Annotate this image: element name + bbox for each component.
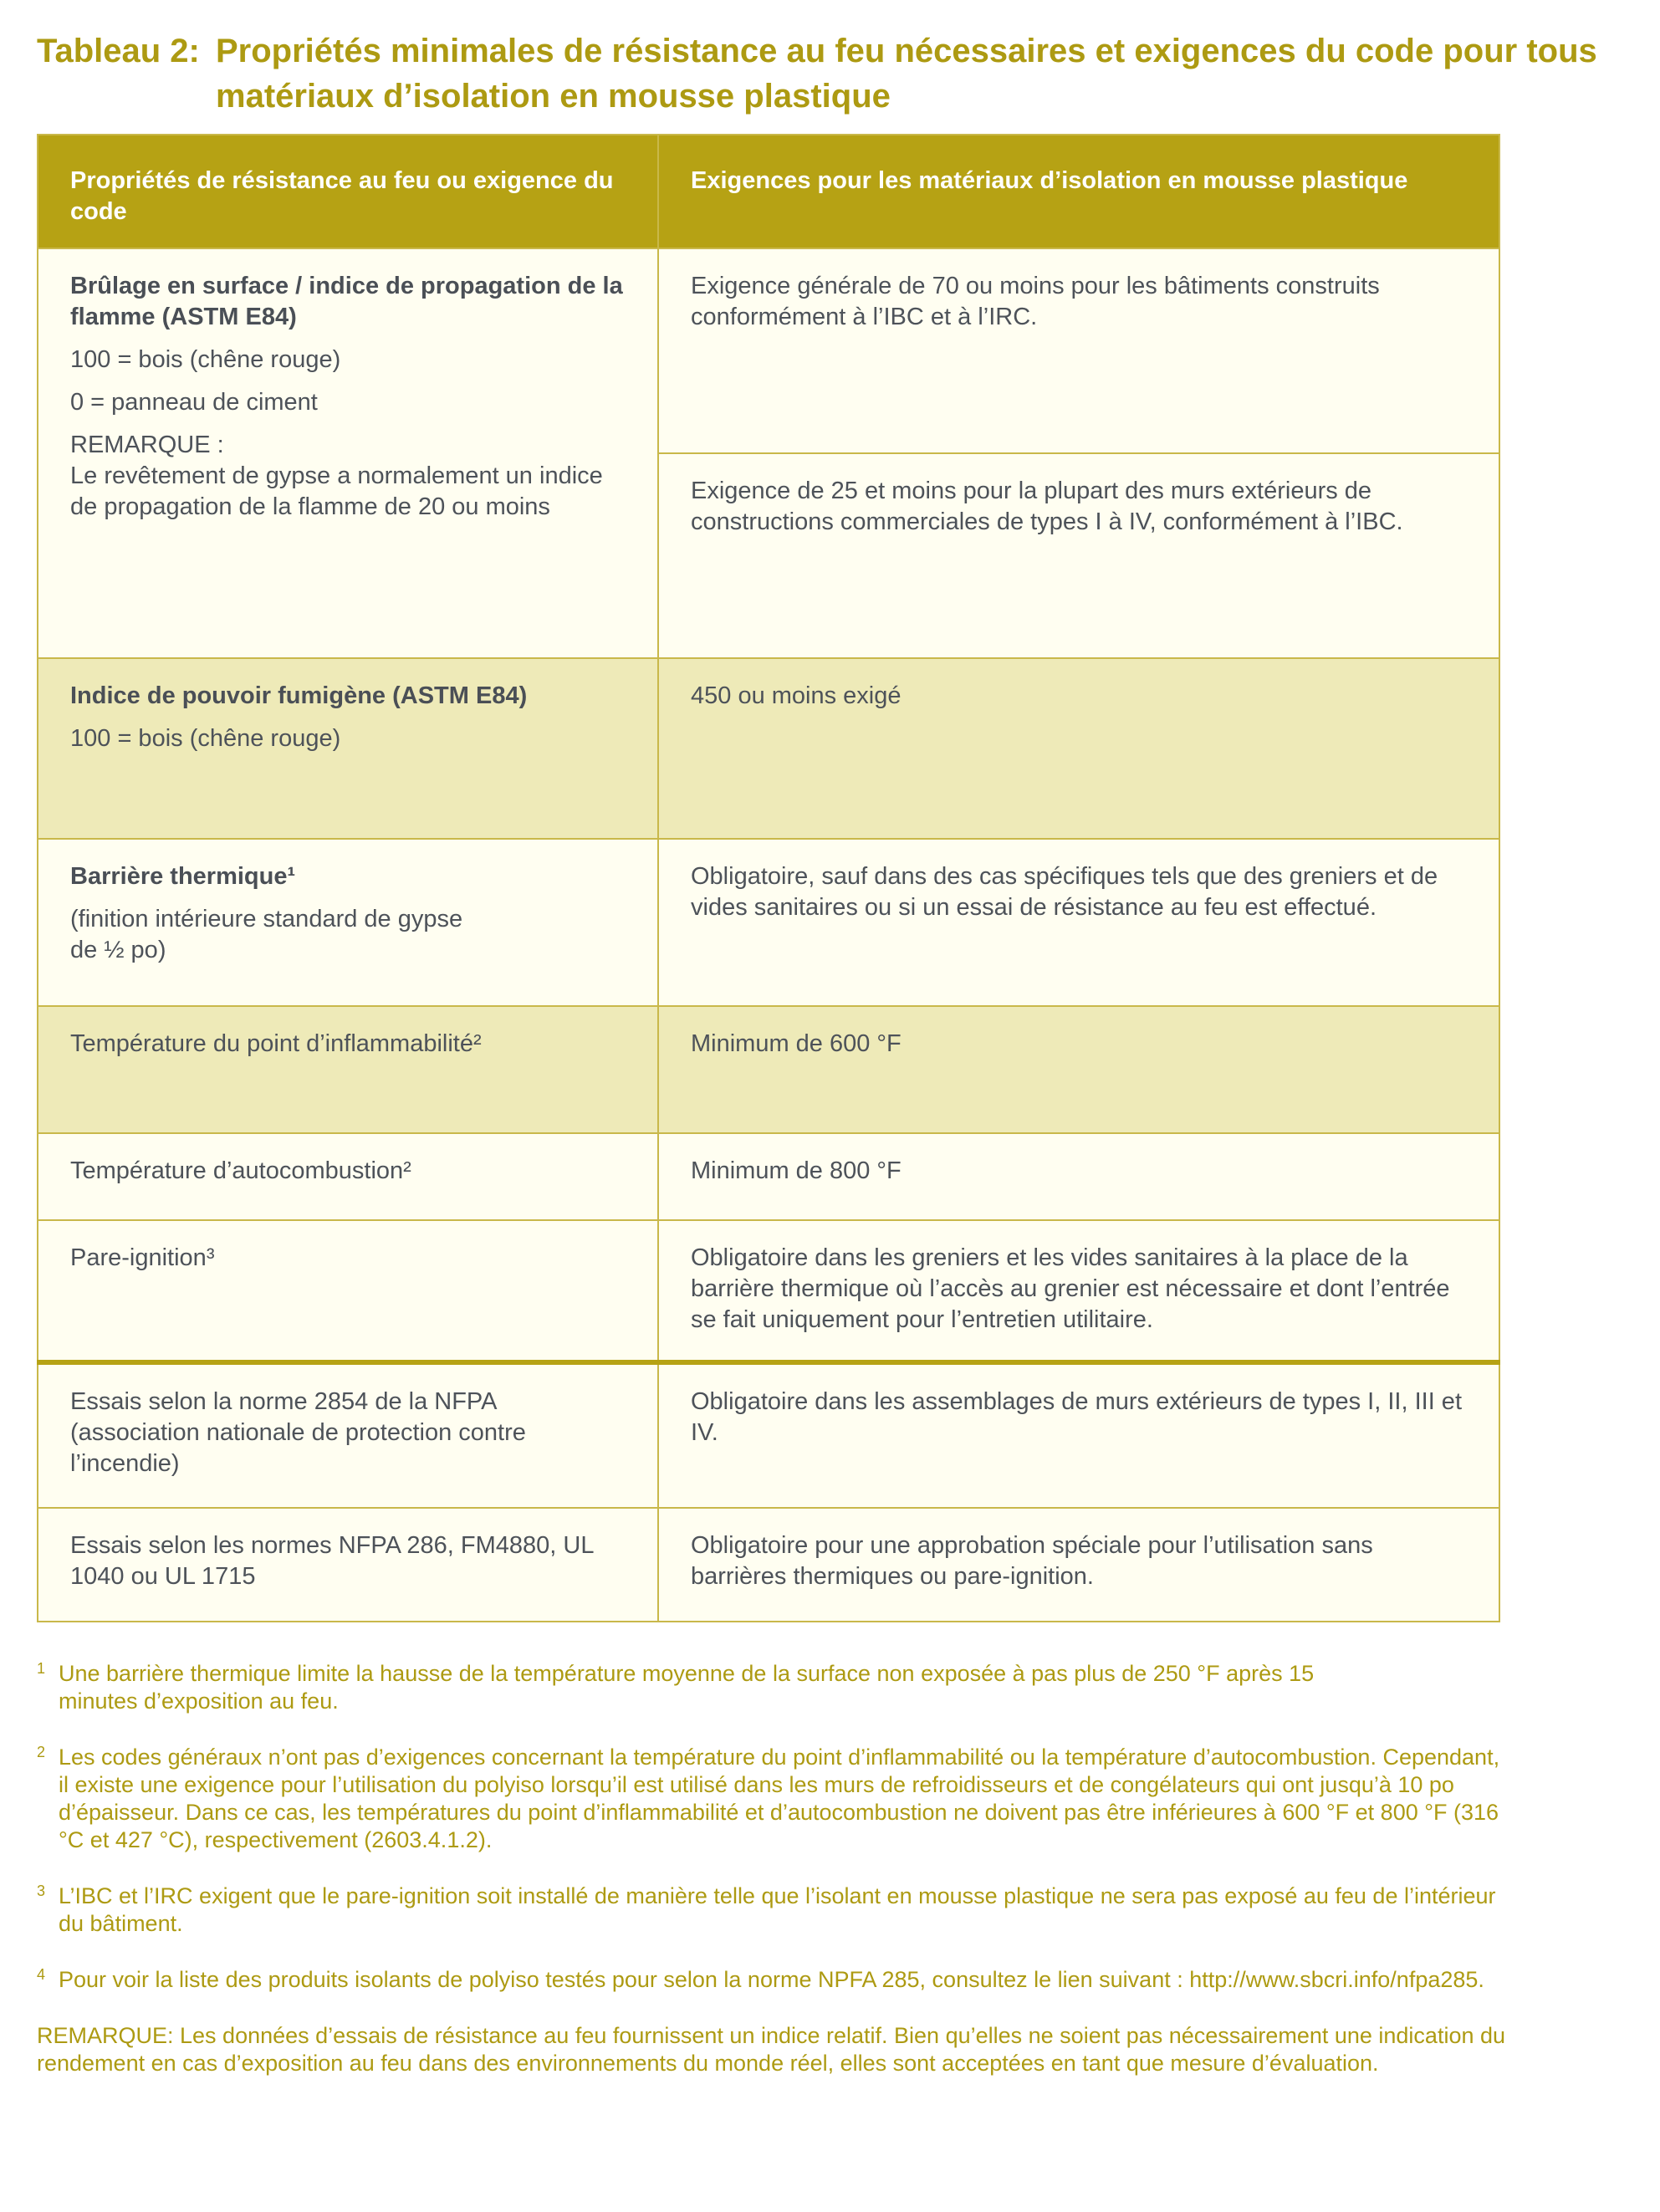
remark-note: REMARQUE: Les données d’essais de résistance au feu fournissent un indice relatif. Bien qu’elles ne soient pas nécessairement une indication du rendement en cas d’exposition au feu dans des environnements du monde réel, elles sont acceptées en tant que mesure d’évaluation.	[37, 2023, 1506, 2076]
property-title: Essais selon les normes NFPA 286, FM4880, UL 1040 ou UL 1715	[38, 1508, 658, 1622]
property-cell	[38, 248, 658, 658]
footnote-text: Une barrière thermique limite la hausse de la température moyenne de la surface non exposée à pas plus de 250 °F après 15 minutes d’exposition au feu.	[59, 1661, 1315, 1714]
footnote-text: L’IBC et l’IRC exigent que le pare-ignition soit installé de manière telle que l’isolant en mousse plastique ne sera pas exposé au feu de l’intérieur du bâtiment.	[59, 1883, 1496, 1936]
property-title: Indice de pouvoir fumigène (ASTM E84)	[70, 682, 528, 709]
fire-properties-table	[37, 134, 1500, 1622]
footnote-marker: 2	[37, 1744, 46, 1760]
property-line: (finition intérieure standard de gypse de ½ po)	[70, 906, 463, 963]
table-row	[38, 1220, 1499, 1362]
requirement-cell: Exigence générale de 70 ou moins pour les bâtiments construits conformément à l’IBC et à l’IRC.	[658, 248, 1499, 453]
property-title: Température du point d’inflammabilité²	[38, 1006, 658, 1133]
property-line: 0 = panneau de ciment	[70, 389, 318, 416]
footnote	[37, 1882, 1509, 1938]
property-title: Brûlage en surface / indice de propagation de la flamme (ASTM E84)	[70, 273, 623, 330]
table-row	[38, 248, 1499, 453]
header-property: Propriétés de résistance au feu ou exigence du code	[38, 135, 658, 248]
title-line-2: matériaux d’isolation en mousse plastique	[216, 78, 891, 115]
property-title: Température d’autocombustion²	[38, 1133, 658, 1220]
property-cell	[38, 839, 658, 1006]
table-header-row	[38, 135, 1499, 248]
title-line-1: Propriétés minimales de résistance au feu nécessaires et exigences du code pour tous	[216, 33, 1597, 69]
footnote-marker: 4	[37, 1966, 46, 1983]
table-row	[38, 1508, 1499, 1622]
property-title: Barrière thermique¹	[70, 863, 296, 890]
footnotes	[37, 1660, 1509, 2077]
property-line: 100 = bois (chêne rouge)	[70, 346, 341, 373]
footnote-marker: 3	[37, 1882, 46, 1899]
property-cell	[38, 658, 658, 839]
requirement-cell: Exigence de 25 et moins pour la plupart des murs extérieurs de constructions commerciales de types I à IV, conformément à l’IBC.	[658, 453, 1499, 658]
requirement-cell: Obligatoire dans les assemblages de murs extérieurs de types I, II, III et IV.	[658, 1362, 1499, 1508]
table-number: Tableau 2:	[37, 33, 200, 69]
footnote-marker: 1	[37, 1660, 46, 1677]
footnote	[37, 1966, 1509, 1994]
footnote-text: Pour voir la liste des produits isolants de polyiso testés pour selon la norme NPFA 285, consultez le lien suivant : http://www.sbcri.info/nfpa285.	[59, 1967, 1484, 1992]
footnote-text: Les codes généraux n’ont pas d’exigences concernant la température du point d’inflammabilité ou la température d’autocombustion. Cependant, il existe une exigence pour l’utilisation du polyiso lorsqu’il est utilisé dans les murs de refroidisseurs et de congélateurs qui ont jusqu’à 10 po d’épaisseur. Dans ce cas, les températures du point d’inflammabilité et d’autocombustion ne doivent pas être inférieures à 600 °F et 800 °F (316 °C et 427 °C), respectivement (2603.4.1.2).	[59, 1745, 1500, 1852]
footnote	[37, 1660, 1509, 1715]
header-requirement: Exigences pour les matériaux d’isolation en mousse plastique	[658, 135, 1499, 248]
requirement-cell: Minimum de 600 °F	[658, 1006, 1499, 1133]
property-title: Essais selon la norme 2854 de la NFPA (association nationale de protection contre l’incendie)	[38, 1362, 658, 1508]
property-line: 100 = bois (chêne rouge)	[70, 725, 341, 752]
requirement-cell: Obligatoire, sauf dans des cas spécifiques tels que des greniers et de vides sanitaires ou si un essai de résistance au feu est effectué.	[658, 839, 1499, 1006]
requirement-cell: 450 ou moins exigé	[658, 658, 1499, 839]
table-row	[38, 658, 1499, 839]
requirement-cell: Obligatoire pour une approbation spéciale pour l’utilisation sans barrières thermiques ou pare-ignition.	[658, 1508, 1499, 1622]
table-row	[38, 1362, 1499, 1508]
property-title: Pare-ignition³	[38, 1220, 658, 1362]
footnote	[37, 1744, 1509, 1854]
requirement-cell: Minimum de 800 °F	[658, 1133, 1499, 1220]
table-row	[38, 839, 1499, 1006]
remark-text: Le revêtement de gypse a normalement un indice de propagation de la flamme de 20 ou moins	[70, 462, 603, 520]
table-row	[38, 1006, 1499, 1133]
requirement-cell: Obligatoire dans les greniers et les vides sanitaires à la place de la barrière thermique où l’accès au grenier est nécessaire et dont l’entrée se fait uniquement pour l’entretien utilitaire.	[658, 1220, 1499, 1362]
table-row	[38, 1133, 1499, 1220]
remark-label: REMARQUE :	[70, 432, 224, 458]
